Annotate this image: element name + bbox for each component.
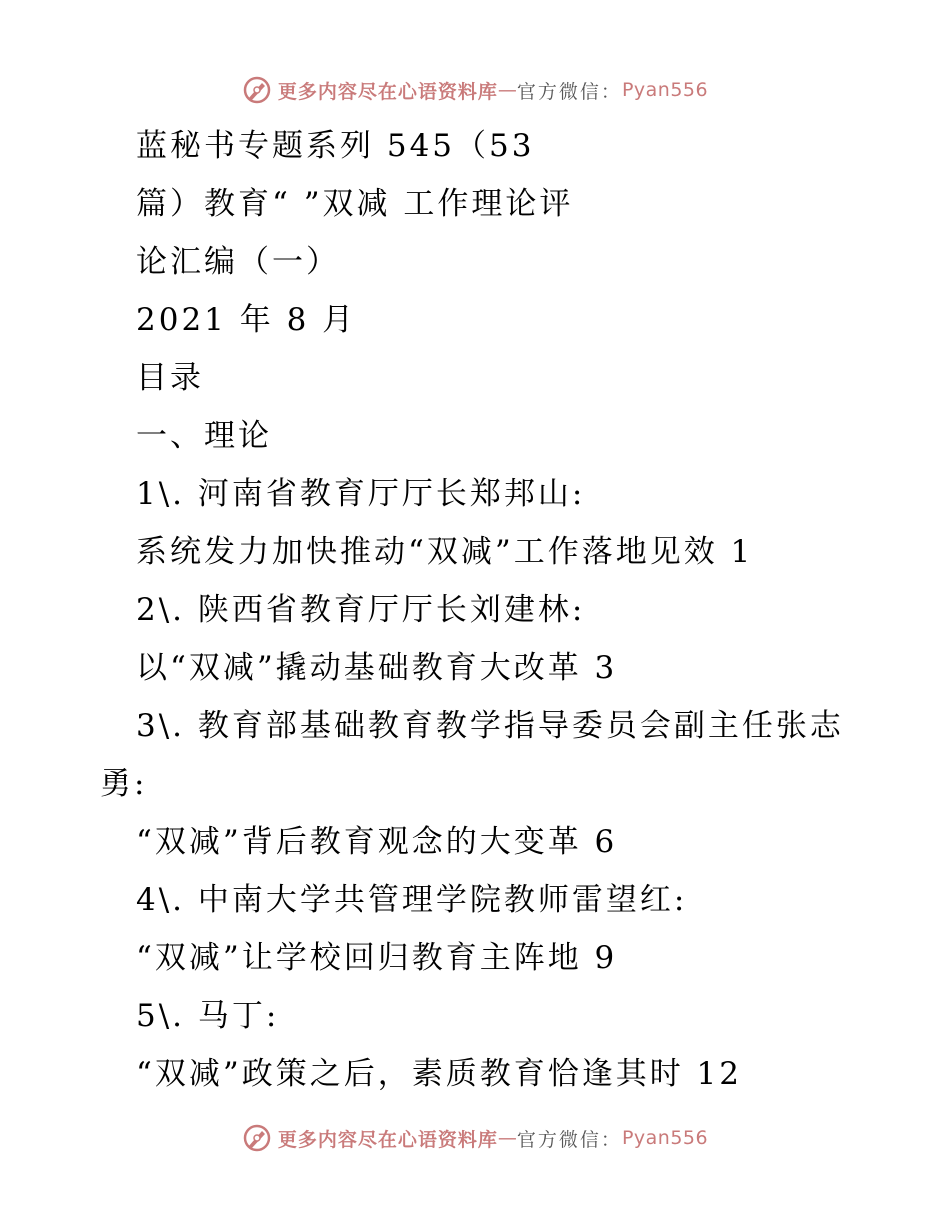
- banner-wechat-id: Pyan556: [621, 79, 709, 101]
- toc-item-3-lead: 3\. 教育部基础教育教学指导委员会副主任张志: [136, 708, 844, 744]
- banner-site-name: 更多内容尽在心语资料库: [277, 80, 498, 103]
- toc-item-4-title: “双减”让学校回归教育主阵地 9: [136, 940, 618, 976]
- toc-heading: 目录: [136, 360, 204, 396]
- document-title-line-2: 篇）教育“ ”双减 工作理论评: [136, 186, 574, 222]
- quill-seal-icon: [242, 1123, 272, 1153]
- toc-item-2-lead: 2\. 陕西省教育厅厅长刘建林:: [136, 592, 586, 628]
- toc-item-5-lead: 5\. 马丁:: [136, 998, 280, 1034]
- footer-watermark-banner: [0, 1118, 950, 1158]
- document-title-line-3: 论汇编（一）: [136, 244, 340, 280]
- quill-seal-icon: [242, 75, 272, 105]
- toc-item-4-lead: 4\. 中南大学共管理学院教师雷望红:: [136, 882, 688, 918]
- toc-item-3-lead-cont: 勇:: [100, 766, 148, 802]
- banner-separator: —: [497, 1127, 517, 1149]
- document-title-line-1: 蓝秘书专题系列 545（53: [136, 128, 535, 164]
- toc-item-1-lead: 1\. 河南省教育厅厅长郑邦山:: [136, 476, 586, 512]
- banner-wechat-id: Pyan556: [621, 1127, 709, 1149]
- banner-separator: —: [497, 79, 517, 101]
- toc-item-3-title: “双减”背后教育观念的大变革 6: [136, 824, 618, 860]
- document-date: 2021 年 8 月: [136, 302, 357, 338]
- banner-wechat-label: 官方微信：: [516, 80, 622, 103]
- header-watermark-banner: [0, 70, 950, 110]
- toc-section-theory: 一、理论: [136, 418, 272, 454]
- toc-item-5-title: “双减”政策之后，素质教育恰逢其时 12: [136, 1056, 742, 1092]
- toc-item-2-title: 以“双减”撬动基础教育大改革 3: [136, 650, 618, 686]
- banner-site-name: 更多内容尽在心语资料库: [277, 1128, 498, 1151]
- banner-wechat-label: 官方微信：: [516, 1128, 622, 1151]
- toc-item-1-title: 系统发力加快推动“双减”工作落地见效 1: [136, 534, 754, 570]
